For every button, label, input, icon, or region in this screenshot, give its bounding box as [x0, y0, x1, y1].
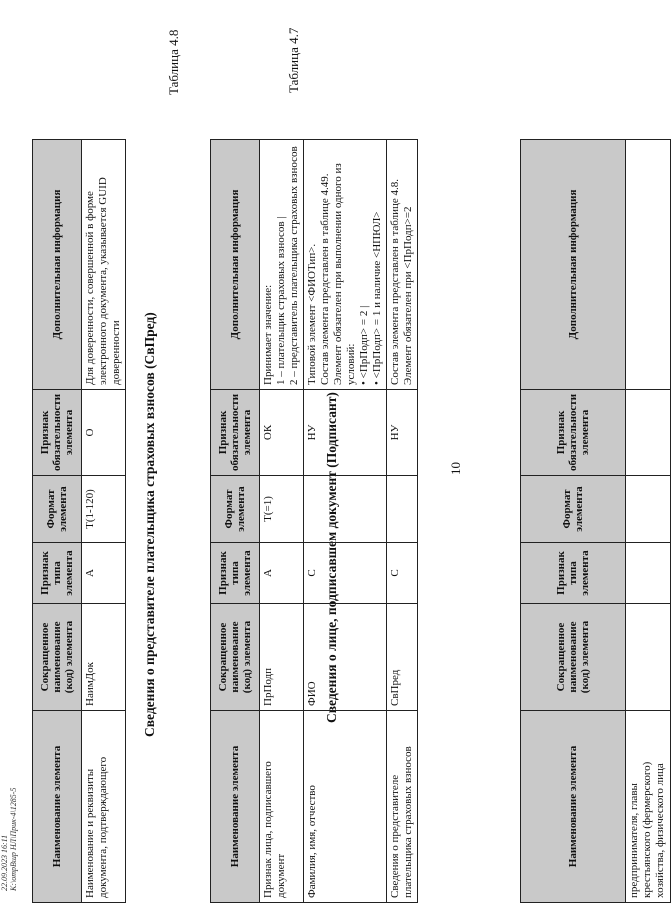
table-row	[386, 139, 417, 902]
info-line: Элемент обязателен при выполнении одного из условий:	[331, 163, 357, 385]
info-bullets	[358, 144, 384, 385]
info-line: Элемент обязателен при <ПрПодп>=2	[401, 206, 414, 385]
header-format: Формат элемента	[33, 476, 82, 543]
table-4-7	[210, 139, 418, 903]
stamp-path: К:\отрВшр НЛ\Прик-4\1285-5	[9, 787, 19, 891]
header-required: Признак обязательности элемента	[521, 389, 626, 475]
cell-code: ФИО	[303, 604, 386, 711]
list-item: • <ПрПодп> = 1 и наличие <НПЮЛ>	[371, 144, 384, 385]
header-code: Сокращенное наименование (код) элемента	[33, 604, 82, 711]
file-stamp	[0, 788, 18, 891]
continuation-table	[520, 139, 671, 903]
cell-format: Т(=1)	[260, 476, 304, 543]
cell-required: О	[82, 389, 126, 475]
header-required: Признак обязательности элемента	[33, 389, 82, 475]
page-number: 10	[448, 462, 463, 475]
cell-info: Для доверенности, совершенной в форме электронного документа, указывается GUID доверенности	[82, 139, 126, 389]
cell-required: НУ	[386, 389, 417, 475]
table-row	[260, 139, 304, 902]
cell-info	[626, 139, 671, 389]
cell-name: Сведения о представителе плательщика страховых взносов	[386, 711, 417, 903]
cell-name: Признак лица, подписавшего документ	[260, 711, 304, 903]
header-name: Наименование элемента	[521, 711, 626, 903]
cell-type: А	[82, 543, 126, 604]
table-header-row	[211, 139, 260, 902]
table-4-8-number: Таблица 4.8	[166, 29, 181, 95]
cell-code	[626, 604, 671, 711]
info-line: Состав элемента представлен в таблице 4.8.	[388, 179, 401, 385]
cell-name: Фамилия, имя, отчество	[303, 711, 386, 903]
table-4-7-caption: Сведения о лице, подписавшем документ (Подписант)	[324, 392, 339, 723]
cell-name: предпринимателя, главы крестьянского (фермерского) хозяйства, физического лица	[626, 711, 671, 903]
header-info: Дополнительная информация	[33, 139, 82, 389]
header-type: Признак типа элемента	[521, 543, 626, 604]
table-4-8-caption: Сведения о представителе плательщика страховых взносов (СвПред)	[142, 312, 157, 737]
header-code: Сокращенное наименование (код) элемента	[521, 604, 626, 711]
cell-type: А	[260, 543, 304, 604]
cell-format	[303, 476, 386, 543]
header-type: Признак типа элемента	[33, 543, 82, 604]
cell-type: С	[303, 543, 386, 604]
cell-required	[626, 389, 671, 475]
table-row	[303, 139, 386, 902]
header-info: Дополнительная информация	[521, 139, 626, 389]
table-4-8	[32, 139, 126, 903]
cell-code: ПрПодп	[260, 604, 304, 711]
header-type: Признак типа элемента	[211, 543, 260, 604]
header-format: Формат элемента	[211, 476, 260, 543]
table-4-7-number: Таблица 4.7	[286, 27, 301, 93]
cell-format	[386, 476, 417, 543]
info-line: 1 – плательщик страховых взносов |	[274, 216, 287, 385]
cell-required: НУ	[303, 389, 386, 475]
cell-format	[626, 476, 671, 543]
cell-code: СвПред	[386, 604, 417, 711]
cell-info	[386, 139, 417, 389]
header-code: Сокращенное наименование (код) элемента	[211, 604, 260, 711]
list-item: • <ПрПодп> = 2 |	[358, 144, 371, 385]
info-line: Принимает значение:	[262, 284, 274, 385]
stamp-date: 22.09.2023 16:11	[0, 834, 9, 891]
cell-type	[626, 543, 671, 604]
header-name: Наименование элемента	[211, 711, 260, 903]
cell-name: Наименование и реквизиты документа, подтверждающего	[82, 711, 126, 903]
table-header-row	[33, 139, 82, 902]
table-row	[82, 139, 126, 902]
table-header-row	[521, 139, 626, 902]
info-line: Типовой элемент <ФИОТип>.	[305, 243, 318, 385]
info-line: Состав элемента представлен в таблице 4.49.	[318, 173, 331, 385]
cell-code: НаимДок	[82, 604, 126, 711]
table-row	[626, 139, 671, 902]
cell-required: ОК	[260, 389, 304, 475]
header-required: Признак обязательности элемента	[211, 389, 260, 475]
cell-type: С	[386, 543, 417, 604]
header-format: Формат элемента	[521, 476, 626, 543]
cell-info	[260, 139, 304, 389]
header-info: Дополнительная информация	[211, 139, 260, 389]
cell-format: Т(1-120)	[82, 476, 126, 543]
info-line: 2 – представитель плательщика страховых взносов	[287, 146, 300, 385]
header-name: Наименование элемента	[33, 711, 82, 903]
cell-info	[303, 139, 386, 389]
